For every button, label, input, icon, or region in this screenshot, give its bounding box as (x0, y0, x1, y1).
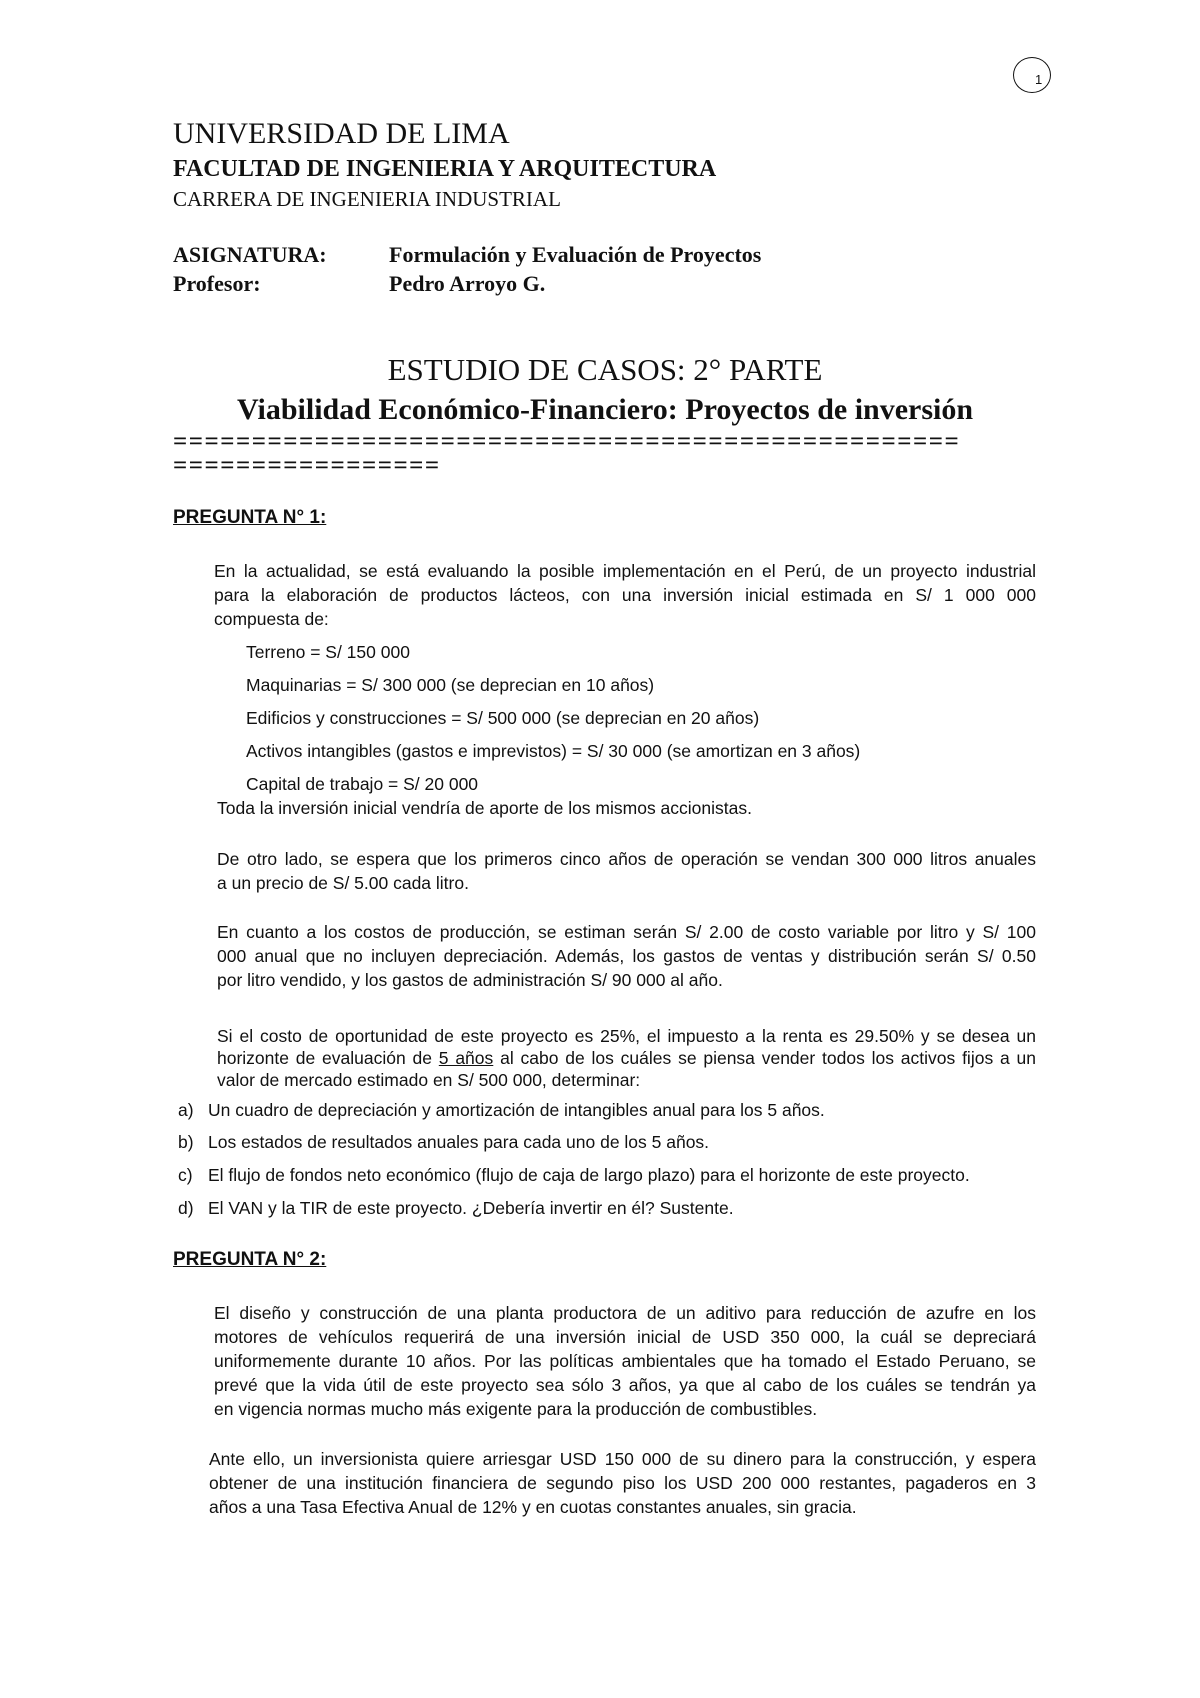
horizon-emphasis: 5 años (438, 1048, 494, 1068)
task-item (178, 1198, 734, 1219)
investment-item: Edificios y construcciones = S/ 500 000 (se deprecian en 20 años) (246, 708, 760, 728)
question-2-heading: PREGUNTA N° 2: (173, 1249, 327, 1270)
sales-paragraph (217, 847, 1036, 895)
task-marker: c) (178, 1165, 193, 1185)
task-text: Los estados de resultados anuales para cada uno de los 5 años. (208, 1132, 710, 1152)
paragraph-line: valor de mercado estimado en S/ 500 000, determinar: (217, 1070, 641, 1090)
paragraph-line: Si el costo de oportunidad de este proyecto es 25%, el impuesto a la renta es 29.50% y se desea un (217, 1026, 1036, 1046)
paragraph-line: El diseño y construcción de una planta productora de un aditivo para reducción de azufre en los (214, 1303, 1036, 1323)
paragraph-line: a un precio de S/ 5.00 cada litro. (217, 873, 469, 893)
subject-label: ASIGNATURA: (173, 242, 327, 267)
investment-item: Capital de trabajo = S/ 20 000 (246, 774, 479, 794)
paragraph-text: al cabo de los cuáles se piensa vender todos los activos fijos a un (493, 1048, 1036, 1068)
investment-item: Terreno = S/ 150 000 (246, 642, 410, 662)
task-marker: d) (178, 1198, 194, 1218)
paragraph-line: compuesta de: (214, 609, 329, 629)
separator-line: ================================================== (173, 428, 961, 455)
task-text: Un cuadro de depreciación y amortización de intangibles anual para los 5 años. (208, 1100, 825, 1120)
professor-value: Pedro Arroyo G. (389, 271, 546, 296)
paragraph-line: uniformemente durante 10 años. Por las políticas ambientales que ha tomado el Estado Peruano, se (214, 1351, 1036, 1371)
task-text: El VAN y la TIR de este proyecto. ¿Debería invertir en él? Sustente. (208, 1198, 734, 1218)
university-name: UNIVERSIDAD DE LIMA (173, 117, 510, 150)
paragraph-line: años a una Tasa Efectiva Anual de 12% y en cuotas constantes anuales, sin gracia. (209, 1497, 857, 1517)
paragraph-line: En cuanto a los costos de producción, se estiman serán S/ 2.00 de costo variable por litro y S/ 100 (217, 922, 1036, 942)
separator-line: ================= (173, 452, 441, 479)
paragraph-line: en vigencia normas mucho más exigente para la producción de combustibles. (214, 1399, 818, 1419)
paragraph-line: motores de vehículos requerirá de una inversión inicial de USD 350 000, la cuál se depreciará (214, 1327, 1036, 1347)
paragraph-line: prevé que la vida útil de este proyecto sea sólo 3 años, ya que al cabo de los cuáles se tendrán ya (214, 1375, 1036, 1395)
costs-paragraph (217, 920, 1036, 992)
task-text: El flujo de fondos neto económico (flujo de caja de largo plazo) para el horizonte de este proyecto. (208, 1165, 970, 1185)
financing-note: Toda la inversión inicial vendría de aporte de los mismos accionistas. (217, 798, 752, 818)
investment-item: Maquinarias = S/ 300 000 (se deprecian en 10 años) (246, 675, 655, 695)
question-1-heading: PREGUNTA N° 1: (173, 507, 327, 528)
paragraph-line: En la actualidad, se está evaluando la posible implementación en el Perú, de un proyecto industrial (214, 561, 1036, 581)
context-paragraph (217, 1025, 1036, 1091)
task-item (178, 1165, 970, 1186)
paragraph-line: para la elaboración de productos lácteos, con una inversión inicial estimada en S/ 1 000 000 (214, 585, 1036, 605)
question-2-paragraph-1 (214, 1301, 1036, 1421)
page-number: 1 (1035, 72, 1043, 87)
page-number-badge (1013, 57, 1051, 93)
paragraph-text: horizonte de evaluación de (217, 1048, 439, 1068)
paragraph-line: por litro vendido, y los gastos de administración S/ 90 000 al año. (217, 970, 723, 990)
paragraph-line (217, 1047, 1036, 1069)
faculty-name: FACULTAD DE INGENIERIA Y ARQUITECTURA (173, 156, 717, 182)
document-subtitle: Viabilidad Económico-Financiero: Proyectos de inversión (236, 393, 974, 426)
career-name: CARRERA DE INGENIERIA INDUSTRIAL (173, 187, 561, 211)
question-2-paragraph-2 (209, 1447, 1036, 1519)
professor-label: Profesor: (173, 271, 261, 296)
task-marker: b) (178, 1132, 194, 1152)
document-title: ESTUDIO DE CASOS: 2° PARTE (387, 352, 823, 387)
task-item (178, 1132, 709, 1153)
task-marker: a) (178, 1100, 194, 1120)
paragraph-line: 000 anual que no incluyen depreciación. Además, los gastos de ventas y distribución serán S/ 0.50 (217, 946, 1036, 966)
task-item (178, 1100, 825, 1121)
paragraph-line: obtener de una institución financiera de segundo piso los USD 200 000 restantes, pagaderos en 3 (209, 1473, 1036, 1493)
subject-value: Formulación y Evaluación de Proyectos (389, 242, 762, 267)
question-1-intro (214, 559, 1036, 631)
paragraph-line: Ante ello, un inversionista quiere arriesgar USD 150 000 de su dinero para la construcción, y espera (209, 1449, 1036, 1469)
investment-item: Activos intangibles (gastos e imprevistos) = S/ 30 000 (se amortizan en 3 años) (246, 741, 861, 761)
paragraph-line: De otro lado, se espera que los primeros cinco años de operación se vendan 300 000 litros anuales (217, 849, 1036, 869)
